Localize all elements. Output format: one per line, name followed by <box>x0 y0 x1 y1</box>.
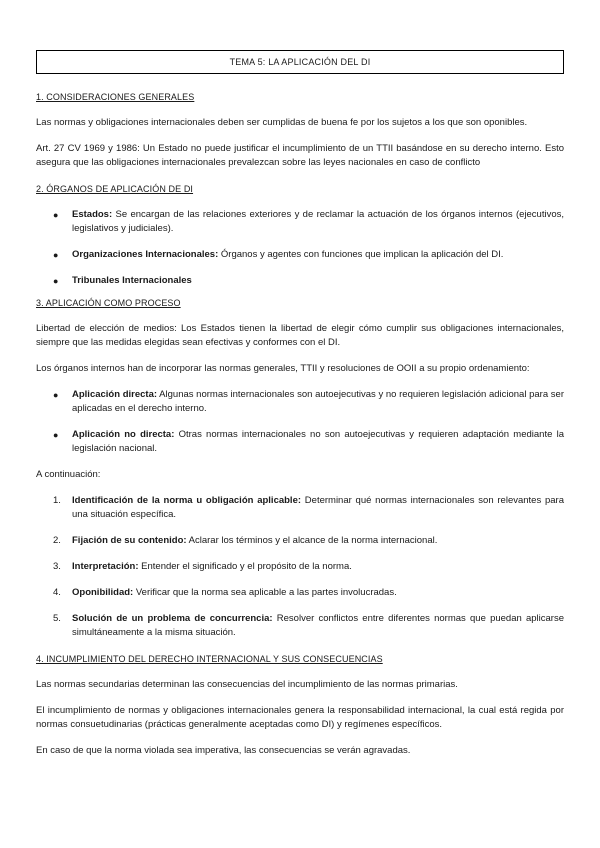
list-item-term: Oponibilidad: <box>72 587 134 598</box>
section-3-paragraph-1: Libertad de elección de medios: Los Estados tienen la libertad de elegir cómo cumplir sus obligaciones internacionales, siempre que las medidas elegidas sean efectivas y conformes con el DI. <box>36 323 564 348</box>
list-item <box>36 428 564 456</box>
list-item-text: Aclarar los términos y el alcance de la norma internacional. <box>186 535 438 546</box>
section-2-bullet-list <box>36 208 564 288</box>
section-4-heading: 4. INCUMPLIMIENTO DEL DERECHO INTERNACIONAL Y SUS CONSECUENCIAS <box>36 654 383 664</box>
list-item <box>36 612 564 640</box>
list-item-text: Resolver conflictos entre diferentes normas que puedan aplicarse simultáneamente a la misma situación. <box>72 613 564 638</box>
list-item-term: Fijación de su contenido: <box>72 535 187 546</box>
bullet-icon: ● <box>53 430 59 440</box>
list-item-text: Algunas normas internacionales son autoejecutivas y no requieren legislación adicional para ser aplicadas en el derecho interno. <box>72 389 564 414</box>
section-4-paragraph-1: Las normas secundarias determinan las consecuencias del incumplimiento de las normas primarias. <box>36 679 458 690</box>
list-item-term: Interpretación: <box>72 561 139 572</box>
document-page <box>36 50 564 758</box>
list-item-term: Identificación de la norma u obligación aplicable: <box>72 495 302 506</box>
section-3-heading: 3. APLICACIÓN COMO PROCESO <box>36 298 181 308</box>
section-3-bullet-list <box>36 388 564 456</box>
section-4-paragraph-3: En caso de que la norma violada sea imperativa, las consecuencias se verán agravadas. <box>36 745 411 756</box>
section-1-paragraph-1: Las normas y obligaciones internacionales deben ser cumplidas de buena fe por los sujetos a los que son oponibles. <box>36 117 528 128</box>
list-item-number: 1. <box>53 495 61 506</box>
list-item <box>36 494 564 522</box>
list-item-text: Verificar que la norma sea aplicable a las partes involucradas. <box>133 587 397 598</box>
list-item-text: Determinar qué normas internacionales son relevantes para una situación específica. <box>72 495 565 520</box>
list-item <box>36 586 564 600</box>
list-item-number: 5. <box>53 613 61 624</box>
list-item-text: Otras normas internacionales no son autoejecutivas y requieren adaptación mediante la legislación nacional. <box>72 429 564 454</box>
list-item <box>36 274 564 288</box>
list-item-number: 4. <box>53 587 61 598</box>
list-item-term: Organizaciones Internacionales: <box>72 249 219 260</box>
section-2-heading: 2. ÓRGANOS DE APLICACIÓN DE DI <box>36 184 194 194</box>
document-title: TEMA 5: LA APLICACIÓN DEL DI <box>36 50 564 74</box>
list-item-text: Órganos y agentes con funciones que implican la aplicación del DI. <box>218 249 504 260</box>
section-3-numbered-list <box>36 494 564 640</box>
list-item-term: Aplicación no directa: <box>72 429 175 440</box>
bullet-icon: ● <box>53 390 59 400</box>
list-item-number: 2. <box>53 535 61 546</box>
list-item-term: Tribunales Internacionales <box>72 275 192 286</box>
list-item-number: 3. <box>53 561 61 572</box>
list-item <box>36 560 564 574</box>
list-item <box>36 388 564 416</box>
bullet-icon: ● <box>53 276 59 286</box>
section-3-paragraph-3: A continuación: <box>36 469 101 480</box>
list-item-term: Solución de un problema de concurrencia: <box>72 613 273 624</box>
section-1-paragraph-2: Art. 27 CV 1969 y 1986: Un Estado no puede justificar el incumplimiento de un TTII basándose en su derecho interno. Esto asegura que las obligaciones internacionales prevalezcan sobre las leyes nacionales en caso de conflicto <box>36 143 564 168</box>
bullet-icon: ● <box>53 250 59 260</box>
list-item-term: Estados: <box>72 209 113 220</box>
list-item-text: Entender el significado y el propósito de la norma. <box>138 561 352 572</box>
section-3-paragraph-2: Los órganos internos han de incorporar las normas generales, TTII y resoluciones de OOII a su propio ordenamiento: <box>36 363 530 374</box>
list-item-term: Aplicación directa: <box>72 389 158 400</box>
section-1-heading: 1. CONSIDERACIONES GENERALES <box>36 92 195 102</box>
list-item-text: Se encargan de las relaciones exteriores y de reclamar la actuación de los órganos internos (ejecutivos, legislativos y judiciales). <box>72 209 564 234</box>
section-4-paragraph-2: El incumplimiento de normas y obligaciones internacionales genera la responsabilidad internacional, la cual está regida por normas consuetudinarias (prácticas generalmente aceptadas como DI) y regímenes específicos. <box>36 705 564 730</box>
list-item <box>36 208 564 236</box>
list-item <box>36 534 564 548</box>
bullet-icon: ● <box>53 210 59 220</box>
list-item <box>36 248 564 262</box>
